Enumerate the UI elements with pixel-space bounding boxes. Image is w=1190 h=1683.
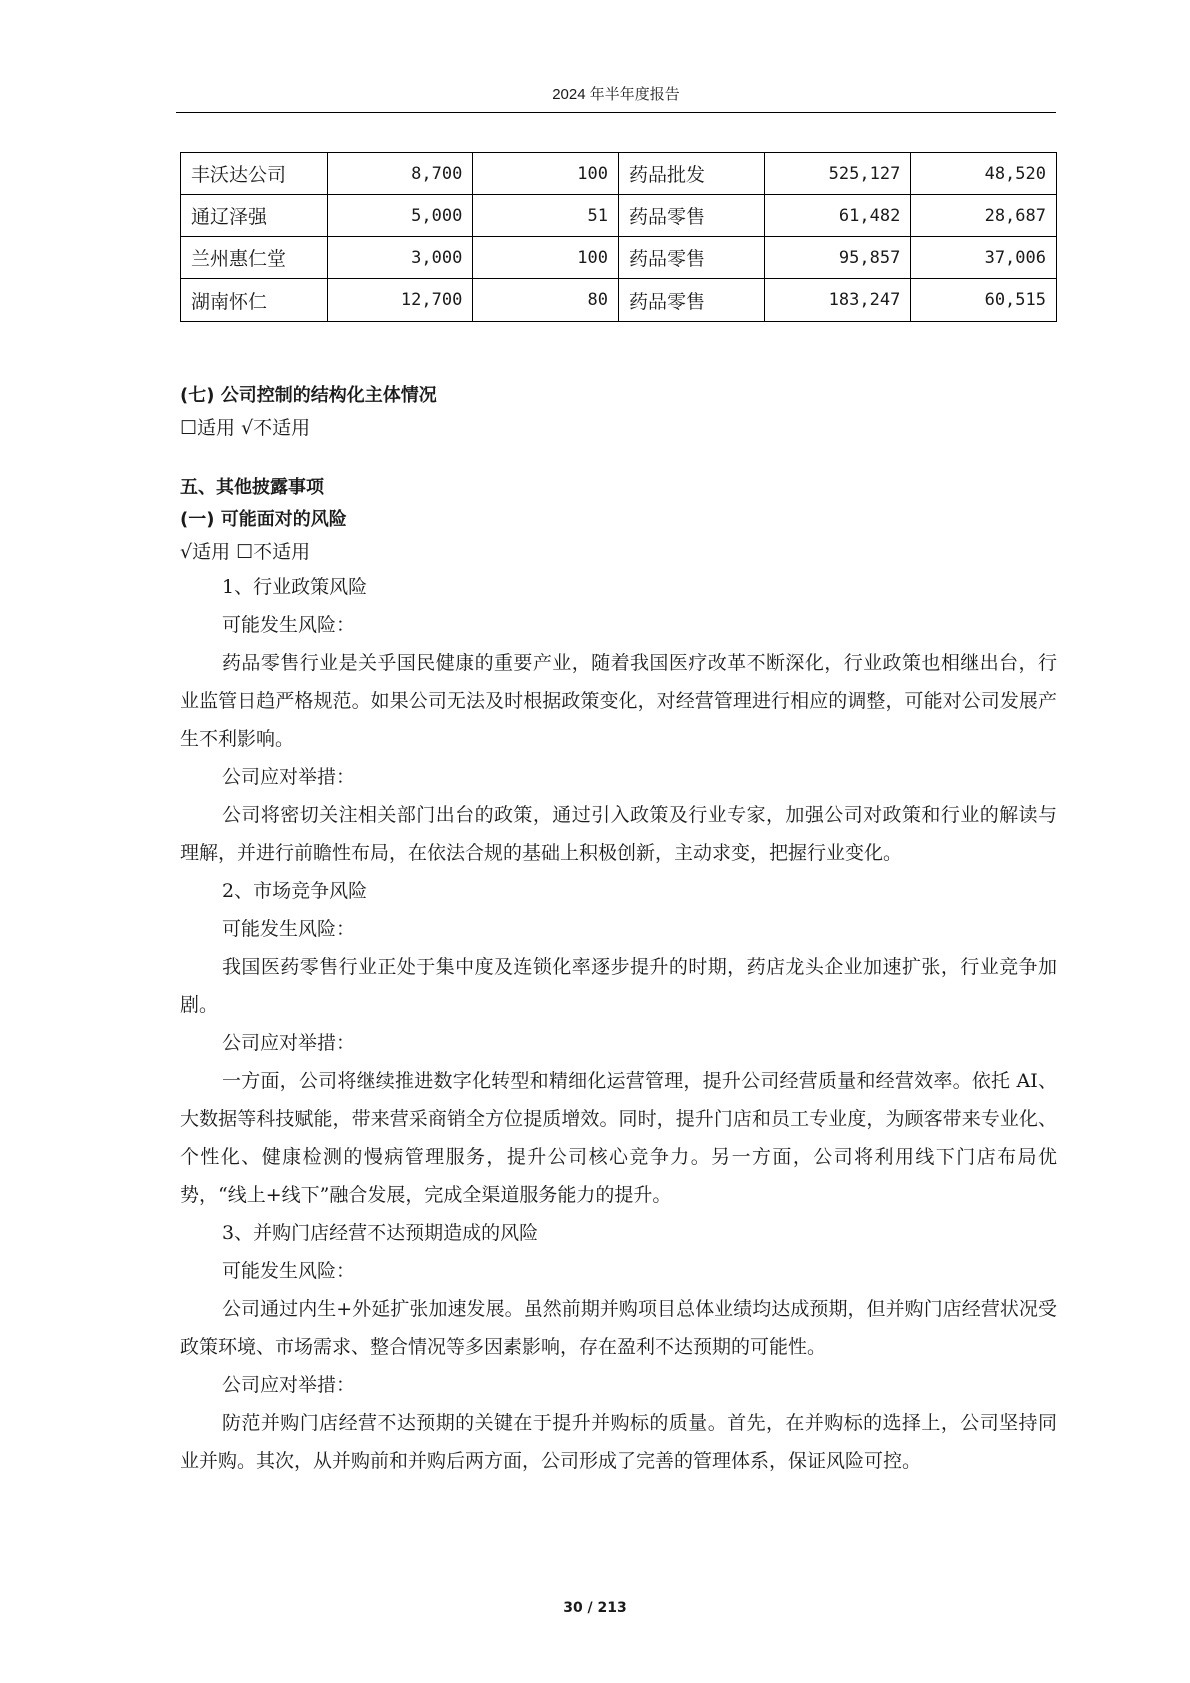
risk-title: 2、市场竞争风险 — [222, 880, 368, 902]
measure-label: 公司应对举措： — [222, 1374, 356, 1396]
report-title: 2024 年半年度报告 — [552, 86, 680, 103]
cell-shareholding: 80 — [473, 279, 619, 322]
risk-text: 药品零售行业是关乎国民健康的重要产业，随着我国医疗改革不断深化，行业政策也相继出台，行业监管日趋严格规范。如果公司无法及时根据政策变化，对经营管理进行相应的调整，可能对公司发展产生不利影响。 — [180, 652, 1057, 750]
applicability-checkboxes: ☐适用 √不适用 — [180, 417, 311, 439]
cell-shareholding: 51 — [473, 195, 619, 237]
cell-company-name: 湖南怀仁 — [181, 279, 328, 322]
subsidiary-table — [180, 152, 1057, 322]
cell-company-name: 兰州惠仁堂 — [181, 237, 328, 279]
cell-shareholding: 100 — [473, 153, 619, 195]
measure-label: 公司应对举措： — [222, 1032, 356, 1054]
cell-shareholding: 100 — [473, 237, 619, 279]
risk-text: 我国医药零售行业正处于集中度及连锁化率逐步提升的时期，药店龙头企业加速扩张，行业竞争加剧。 — [180, 956, 1057, 1016]
table-row — [181, 195, 1057, 237]
measure-text: 一方面，公司将继续推进数字化转型和精细化运营管理，提升公司经营质量和经营效率。依托 AI、大数据等科技赋能，带来营采商销全方位提质增效。同时，提升门店和员工专业度，为顾客带来专业化、个性化、健康检测的慢病管理服务，提升公司核心竞争力。另一方面，公司将利用线下门店布局优势，“线上+线下”融合发展，完成全渠道服务能力的提升。 — [180, 1070, 1057, 1206]
cell-net-assets: 48,520 — [911, 153, 1057, 195]
section-heading: 五、其他披露事项 — [180, 477, 324, 498]
measure-label: 公司应对举措： — [222, 766, 356, 788]
cell-business: 药品零售 — [618, 195, 764, 237]
cell-registered-capital: 8,700 — [327, 153, 473, 195]
main-content — [180, 380, 1057, 1480]
table-row — [181, 279, 1057, 322]
cell-business: 药品批发 — [618, 153, 764, 195]
page-header — [176, 82, 1056, 113]
measure-text: 公司将密切关注相关部门出台的政策，通过引入政策及行业专家，加强公司对政策和行业的解读与理解，并进行前瞻性布局，在依法合规的基础上积极创新，主动求变，把握行业变化。 — [180, 804, 1057, 864]
cell-registered-capital: 5,000 — [327, 195, 473, 237]
cell-business: 药品零售 — [618, 279, 764, 322]
cell-business: 药品零售 — [618, 237, 764, 279]
section-heading: (七) 公司控制的结构化主体情况 — [180, 385, 437, 406]
cell-net-assets: 37,006 — [911, 237, 1057, 279]
risk-label: 可能发生风险： — [222, 614, 356, 636]
risk-title: 3、并购门店经营不达预期造成的风险 — [222, 1222, 539, 1244]
risk-title: 1、行业政策风险 — [222, 576, 368, 598]
subsection-heading: (一) 可能面对的风险 — [180, 509, 347, 530]
risk-text: 公司通过内生+外延扩张加速发展。虽然前期并购项目总体业绩均达成预期，但并购门店经营状况受政策环境、市场需求、整合情况等多因素影响，存在盈利不达预期的可能性。 — [180, 1298, 1057, 1358]
applicability-checkboxes: √适用 ☐不适用 — [180, 541, 311, 563]
table-row — [181, 153, 1057, 195]
cell-net-assets: 60,515 — [911, 279, 1057, 322]
cell-total-assets: 95,857 — [764, 237, 911, 279]
page-number-text: 30 / 213 — [563, 1600, 627, 1616]
cell-net-assets: 28,687 — [911, 195, 1057, 237]
cell-total-assets: 183,247 — [764, 279, 911, 322]
cell-company-name: 丰沃达公司 — [181, 153, 328, 195]
cell-total-assets: 61,482 — [764, 195, 911, 237]
risk-label: 可能发生风险： — [222, 1260, 356, 1282]
page-number — [0, 1600, 1190, 1616]
cell-company-name: 通辽泽强 — [181, 195, 328, 237]
risk-label: 可能发生风险： — [222, 918, 356, 940]
cell-registered-capital: 3,000 — [327, 237, 473, 279]
table-row — [181, 237, 1057, 279]
cell-registered-capital: 12,700 — [327, 279, 473, 322]
measure-text: 防范并购门店经营不达预期的关键在于提升并购标的质量。首先，在并购标的选择上，公司坚持同业并购。其次，从并购前和并购后两方面，公司形成了完善的管理体系，保证风险可控。 — [180, 1412, 1057, 1472]
cell-total-assets: 525,127 — [764, 153, 911, 195]
